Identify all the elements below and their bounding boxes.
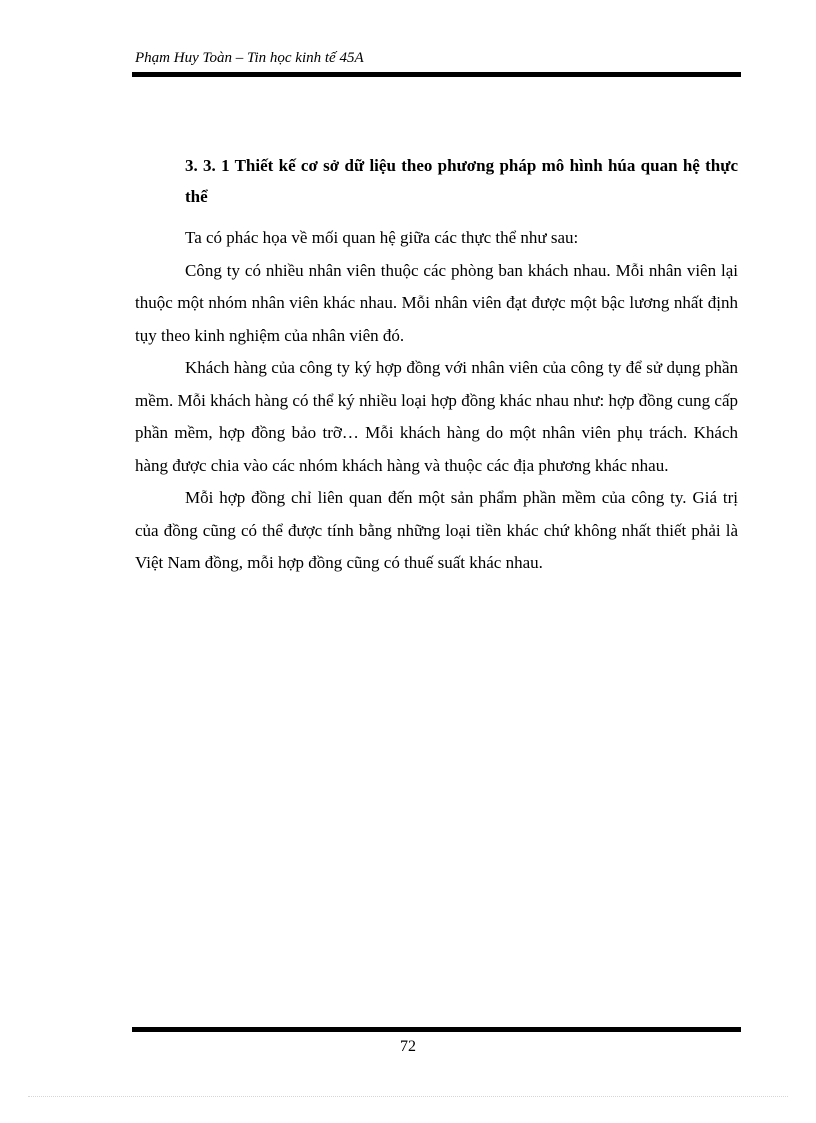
paragraph-employees: Công ty có nhiều nhân viên thuộc các phòng ban khách nhau. Mỗi nhân viên lại thuộc một nhóm nhân viên khác nhau. Mỗi nhân viên đạt được một bậc lương nhất định tụy theo kinh nghiệm của nhân viên đó.: [135, 260, 738, 345]
page-content: [135, 150, 738, 580]
section-heading: 3. 3. 1 Thiết kế cơ sở dữ liệu theo phương pháp mô hình húa quan hệ thực thể: [185, 156, 738, 206]
paragraph-intro: Ta có phác họa về mối quan hệ giữa các thực thể như sau:: [185, 228, 579, 247]
footer-rule: [132, 1027, 741, 1032]
running-header: Phạm Huy Toàn – Tin học kinh tế 45A: [135, 50, 364, 66]
page-number: 72: [400, 1038, 416, 1055]
paragraph-customers: Khách hàng của công ty ký hợp đồng với nhân viên của công ty để sử dụng phần mềm. Mỗi khách hàng có thể ký nhiều loại hợp đồng khác nhau như: hợp đồng cung cấp phần mềm, hợp đồng bảo trỡ… Mỗi khách hàng do một nhân viên phụ trách. Khách hàng được chia vào các nhóm khách hàng và thuộc các địa phương khác nhau.: [135, 358, 738, 475]
paragraph-contracts: Mỗi hợp đồng chỉ liên quan đến một sản phẩm phần mềm của công ty. Giá trị của đồng cũng có thể được tính bằng những loại tiền khác chứ không nhất thiết phải là Việt Nam đồng, mỗi hợp đồng cũng có thuế suất khác nhau.: [135, 488, 738, 572]
header-rule: [132, 72, 741, 77]
page-edge-divider: [28, 1096, 788, 1097]
